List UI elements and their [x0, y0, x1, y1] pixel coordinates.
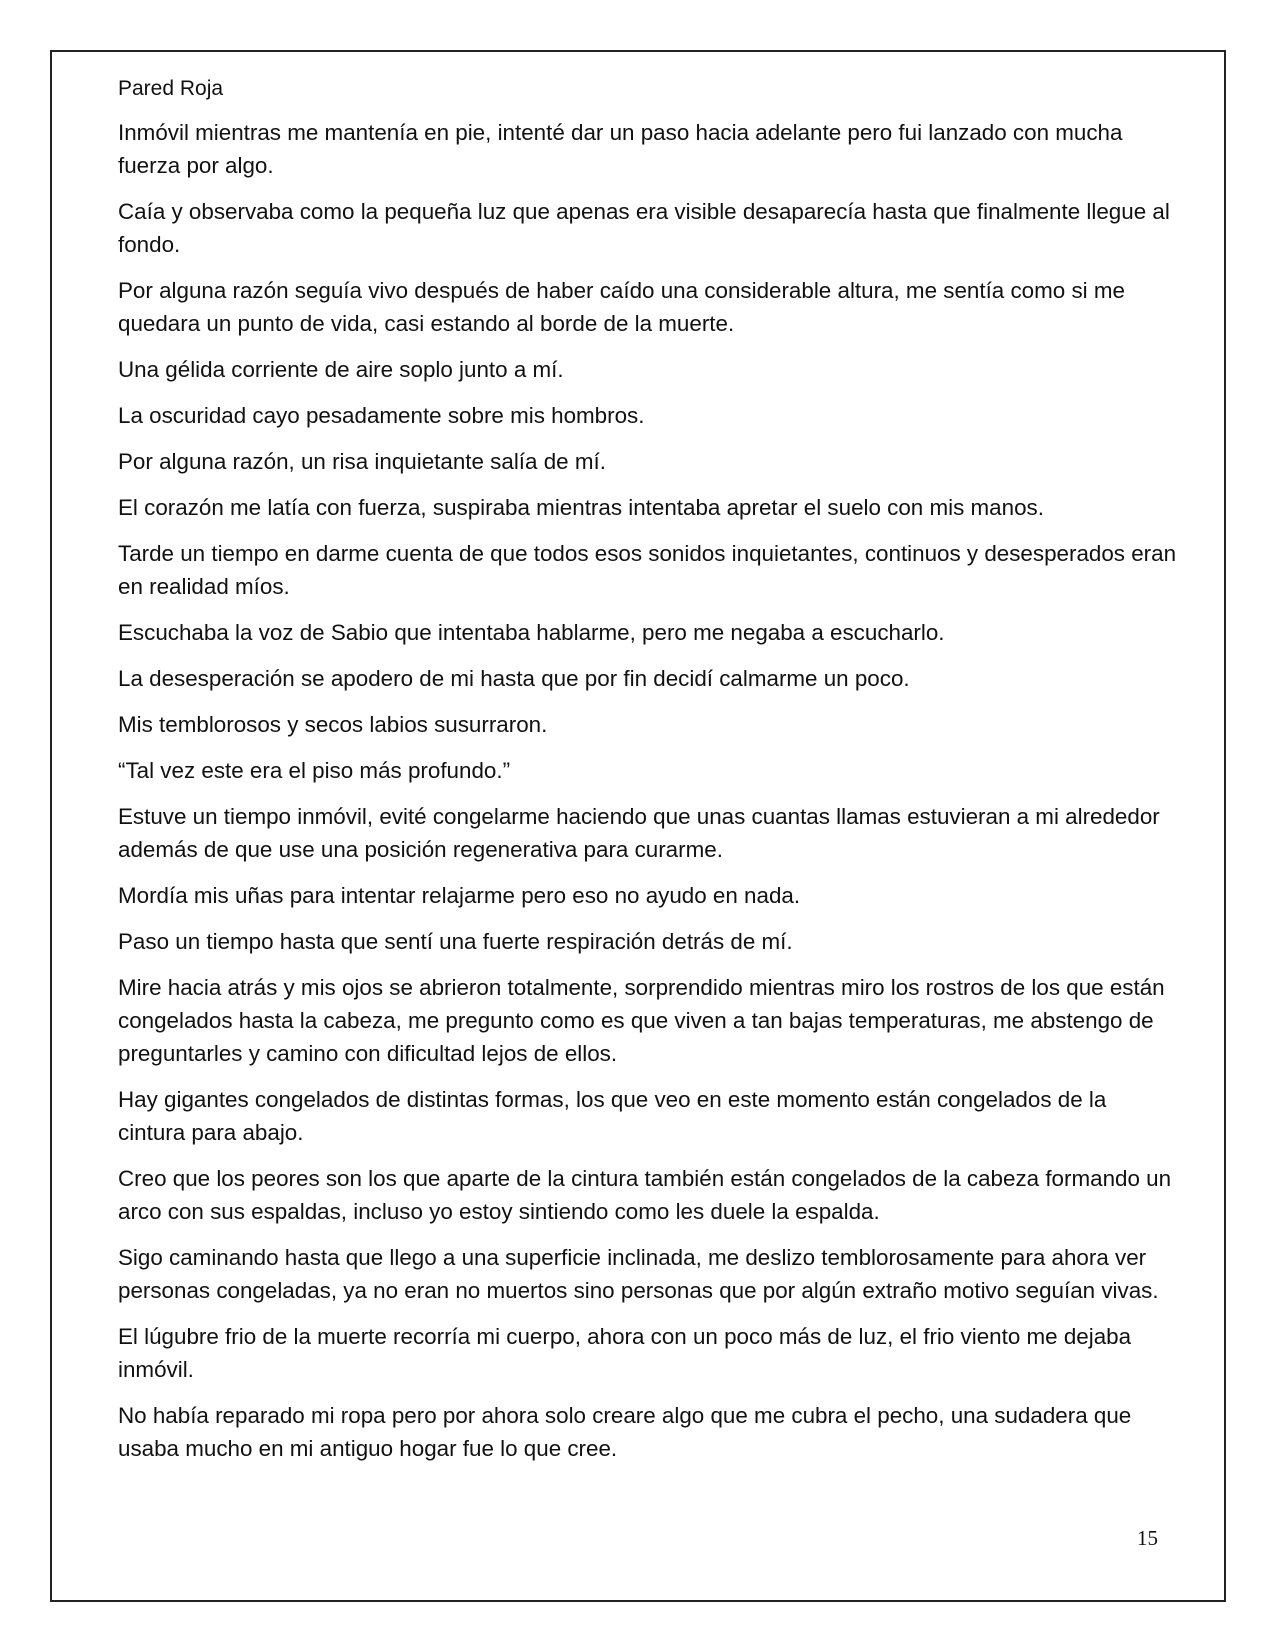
paragraph: Hay gigantes congelados de distintas formas, los que veo en este momento están congelados de la cintura para abajo. — [118, 1087, 1107, 1145]
paragraph: Por alguna razón, un risa inquietante salía de mí. — [118, 449, 606, 474]
paragraph: Mordía mis uñas para intentar relajarme pero eso no ayudo en nada. — [118, 883, 801, 908]
paragraph: Una gélida corriente de aire soplo junto a mí. — [118, 357, 564, 382]
paragraph: Mire hacia atrás y mis ojos se abrieron totalmente, sorprendido mientras miro los rostros de los que están congelados hasta la cabeza, me pregunto como es que viven a tan bajas temperaturas, me abstengo de preguntarles y camino con dificultad lejos de ellos. — [118, 975, 1165, 1066]
paragraph: Inmóvil mientras me mantenía en pie, intenté dar un paso hacia adelante pero fui lanzado con mucha fuerza por algo. — [118, 120, 1123, 178]
paragraph: Sigo caminando hasta que llego a una superficie inclinada, me deslizo temblorosamente para ahora ver personas congeladas, ya no eran no muertos sino personas que por algún extraño motivo seguían vivas. — [118, 1245, 1159, 1303]
paragraph: Caía y observaba como la pequeña luz que apenas era visible desaparecía hasta que finalmente llegue al fondo. — [118, 199, 1170, 257]
paragraph: “Tal vez este era el piso más profundo.” — [118, 758, 511, 783]
paragraph: Por alguna razón seguía vivo después de haber caído una considerable altura, me sentía como si me quedara un punto de vida, casi estando al borde de la muerte. — [118, 278, 1125, 336]
paragraph: No había reparado mi ropa pero por ahora solo creare algo que me cubra el pecho, una sudadera que usaba mucho en mi antiguo hogar fue lo que cree. — [118, 1403, 1132, 1461]
paragraph: Estuve un tiempo inmóvil, evité congelarme haciendo que unas cuantas llamas estuvieran a mi alrededor además de que use una posición regenerativa para curarme. — [118, 804, 1160, 862]
paragraph: Paso un tiempo hasta que sentí una fuerte respiración detrás de mí. — [118, 929, 793, 954]
paragraph: Escuchaba la voz de Sabio que intentaba hablarme, pero me negaba a escucharlo. — [118, 620, 945, 645]
paragraph: Tarde un tiempo en darme cuenta de que todos esos sonidos inquietantes, continuos y desesperados eran en realidad míos. — [118, 541, 1177, 599]
body-text — [118, 116, 1178, 1478]
page-number: 15 — [1137, 1526, 1158, 1550]
running-header: Pared Roja — [118, 77, 224, 100]
paragraph: La oscuridad cayo pesadamente sobre mis hombros. — [118, 403, 645, 428]
paragraph: La desesperación se apodero de mi hasta que por fin decidí calmarme un poco. — [118, 666, 910, 691]
paragraph: Creo que los peores son los que aparte de la cintura también están congelados de la cabeza formando un arco con sus espaldas, incluso yo estoy sintiendo como les duele la espalda. — [118, 1166, 1172, 1224]
paragraph: El corazón me latía con fuerza, suspiraba mientras intentaba apretar el suelo con mis manos. — [118, 495, 1044, 520]
paragraph: Mis temblorosos y secos labios susurraron. — [118, 712, 548, 737]
paragraph: El lúgubre frio de la muerte recorría mi cuerpo, ahora con un poco más de luz, el frio viento me dejaba inmóvil. — [118, 1324, 1132, 1382]
